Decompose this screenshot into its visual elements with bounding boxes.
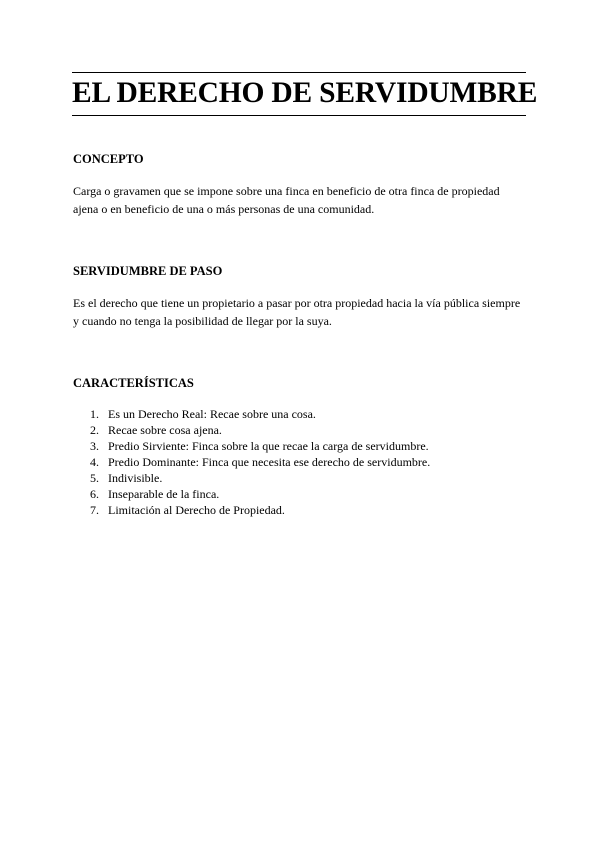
list-item-text: Es un Derecho Real: Recae sobre una cosa.	[108, 407, 316, 421]
title-top-rule	[72, 72, 526, 73]
list-item-text: Indivisible.	[108, 471, 163, 485]
section-heading-caracteristicas: CARACTERÍSTICAS	[73, 376, 194, 390]
list-item	[73, 406, 430, 422]
title-bottom-rule	[72, 115, 526, 116]
list-item-text: Limitación al Derecho de Propiedad.	[108, 503, 285, 517]
list-item-number: 3.	[90, 439, 99, 453]
paragraph-line: y cuando no tenga la posibilidad de llegar por la suya.	[73, 314, 332, 328]
paragraph-line: ajena o en beneficio de una o más personas de una comunidad.	[73, 202, 375, 216]
list-item	[73, 422, 430, 438]
document-title: EL DERECHO DE SERVIDUMBRE	[72, 77, 538, 109]
paragraph-line: Carga o gravamen que se impone sobre una finca en beneficio de otra finca de propiedad	[73, 184, 500, 198]
list-item-text: Predio Dominante: Finca que necesita ese derecho de servidumbre.	[108, 455, 431, 469]
list-item-number: 7.	[90, 503, 99, 517]
list-item-text: Predio Sirviente: Finca sobre la que recae la carga de servidumbre.	[108, 439, 429, 453]
list-item	[73, 454, 430, 470]
list-item	[73, 486, 430, 502]
list-item-number: 5.	[90, 471, 99, 485]
list-item-number: 6.	[90, 487, 99, 501]
paragraph-line: Es el derecho que tiene un propietario a pasar por otra propiedad hacia la vía pública siempre	[73, 296, 521, 310]
section-heading-servidumbre-de-paso: SERVIDUMBRE DE PASO	[73, 264, 223, 278]
paragraph-servidumbre-de-paso	[73, 294, 533, 330]
list-item-number: 2.	[90, 423, 99, 437]
list-item-text: Inseparable de la finca.	[108, 487, 220, 501]
paragraph-concepto	[73, 182, 533, 218]
list-item	[73, 470, 430, 486]
list-item	[73, 438, 430, 454]
list-item-text: Recae sobre cosa ajena.	[108, 423, 222, 437]
list-item-number: 1.	[90, 407, 99, 421]
list-item	[73, 502, 430, 518]
list-item-number: 4.	[90, 455, 99, 469]
section-heading-concepto: CONCEPTO	[73, 152, 144, 166]
characteristics-list	[73, 406, 430, 518]
